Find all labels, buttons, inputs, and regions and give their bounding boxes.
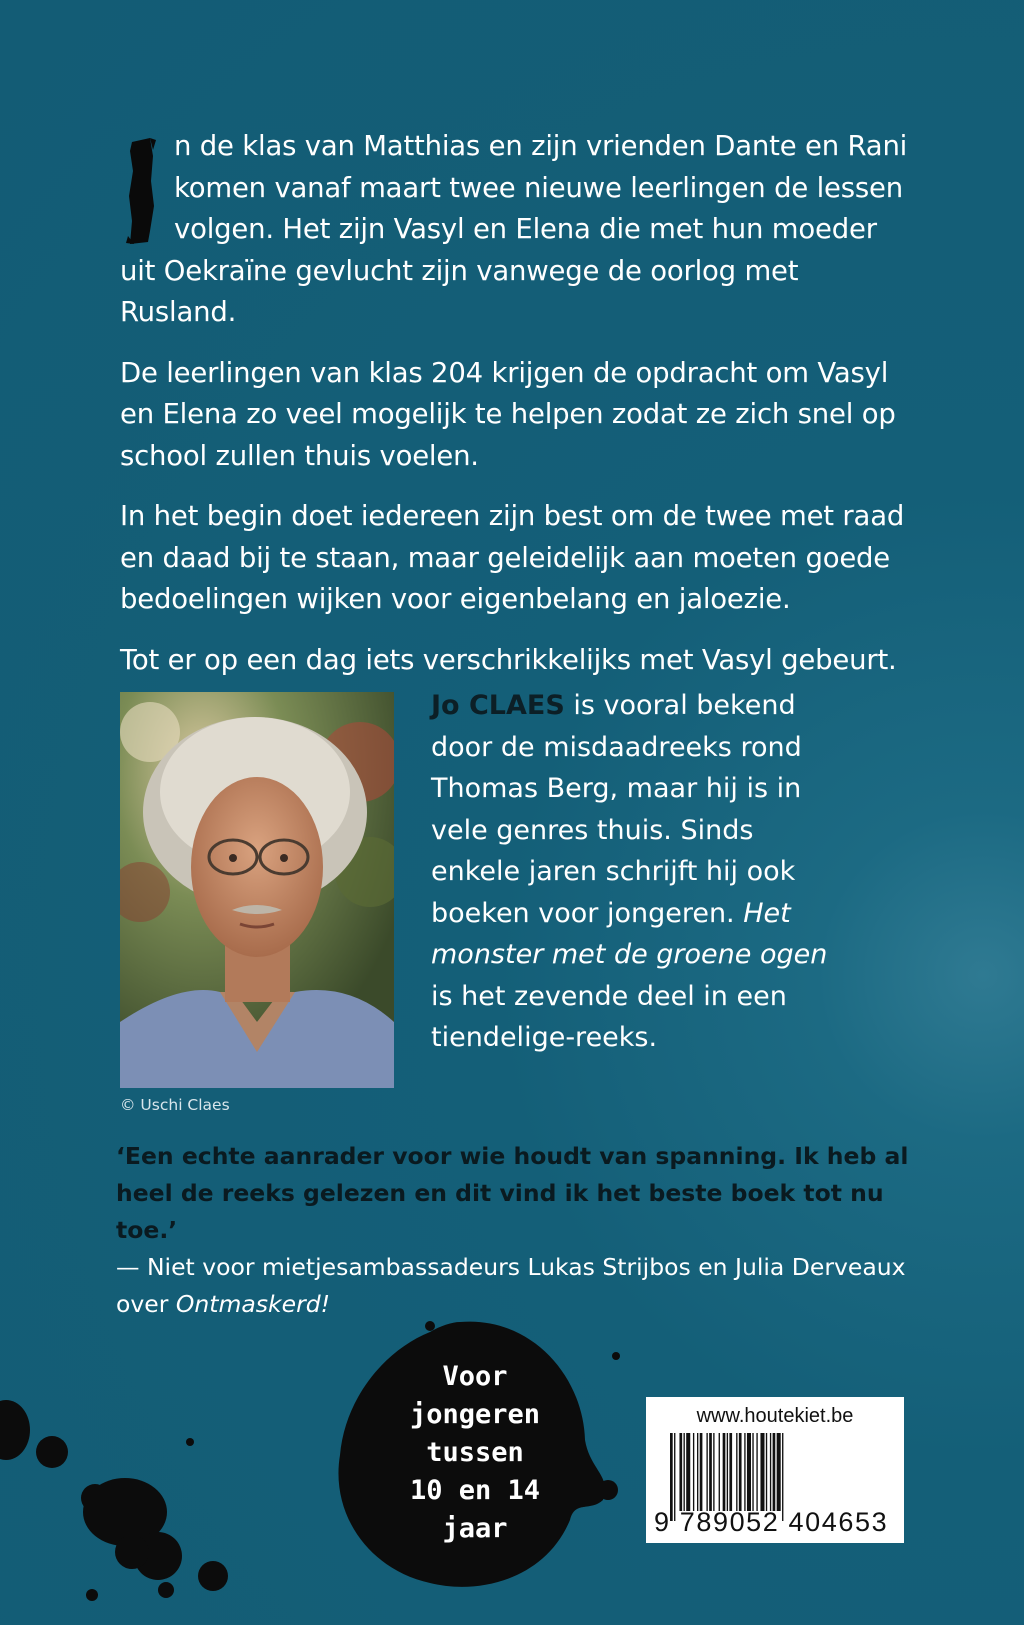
barcode-bar bbox=[760, 1433, 764, 1511]
publisher-url: www.houtekiet.be bbox=[696, 1405, 854, 1427]
barcode-bar bbox=[773, 1433, 776, 1511]
barcode-bar bbox=[752, 1433, 753, 1511]
barcode-bar bbox=[777, 1433, 781, 1511]
photo-credit: © Uschi Claes bbox=[120, 1096, 230, 1114]
book-title: Het monster met de groene ogen bbox=[431, 897, 828, 970]
barcode-bar bbox=[697, 1433, 698, 1511]
blurb-paragraph-3: In het begin doet iedereen zijn best om de twee met raad en daad bij te staan, maar geleidelijk aan moeten goede bedoelingen wijken voor eigenbelang en jaloezie. bbox=[120, 500, 905, 615]
barcode-bar bbox=[739, 1433, 742, 1511]
barcode-bar bbox=[686, 1433, 690, 1511]
age-badge: Voor jongeren tussen 10 en 14 jaar bbox=[409, 1361, 541, 1544]
barcode-bar bbox=[684, 1433, 685, 1511]
blurb-paragraph-2: De leerlingen van klas 204 krijgen de opdracht om Vasyl en Elena zo veel mogelijk te helpen zodat ze zich snel op school zullen thuis voelen. bbox=[120, 356, 896, 472]
barcode-bar bbox=[770, 1433, 771, 1511]
barcode-bar bbox=[693, 1433, 694, 1511]
barcode-bar bbox=[706, 1433, 707, 1511]
barcode-bar bbox=[679, 1433, 682, 1511]
barcode-bar bbox=[729, 1433, 732, 1511]
barcode-bar bbox=[719, 1433, 720, 1511]
quote-source: — Niet voor mietjesambassadeurs Lukas Strijbos en Julia Derveaux over Ontmaskerd! bbox=[116, 1253, 906, 1318]
barcode-panel bbox=[646, 1397, 904, 1543]
barcode-bar bbox=[744, 1433, 745, 1511]
quoted-book-title: Ontmaskerd! bbox=[175, 1290, 331, 1318]
barcode-bar bbox=[727, 1433, 728, 1511]
isbn-number: 9 789052 404653 bbox=[654, 1507, 889, 1537]
quote-text: ‘Een echte aanrader voor wie houdt van spanning. Ik heb al heel de reeks gelezen en dit vind ik het beste boek tot nu toe.’ bbox=[116, 1142, 909, 1244]
barcode-bar bbox=[756, 1433, 757, 1511]
barcode-bar bbox=[709, 1433, 712, 1511]
barcode-bar bbox=[713, 1433, 714, 1511]
barcode-bar bbox=[747, 1433, 751, 1511]
author-name: Jo CLAES bbox=[431, 690, 565, 721]
author-bio: Jo CLAES is vooral bekend door de misdaadreeks rond Thomas Berg, maar hij is in vele genres thuis. Sinds enkele jaren schrijft hij ook boeken voor jongeren. Het monster met de groene ogen is het zevende deel in een tiendelige-reeks. bbox=[431, 690, 828, 1053]
blurb-paragraph-4: Tot er op een dag iets verschrikkelijks met Vasyl gebeurt. bbox=[120, 643, 897, 676]
barcode-bar bbox=[723, 1433, 726, 1511]
barcode-bar bbox=[736, 1433, 737, 1511]
barcode-bar bbox=[700, 1433, 703, 1511]
barcode-bar bbox=[766, 1433, 767, 1511]
blurb-paragraph-1: n de klas van Matthias en zijn vrienden Dante en Rani komen vanaf maart twee nieuwe leerlingen de lessen volgen. Het zijn Vasyl en Elena die met hun moeder uit Oekraïne gevlucht zijn vanwege de oorlog met Rusland. bbox=[120, 130, 908, 328]
